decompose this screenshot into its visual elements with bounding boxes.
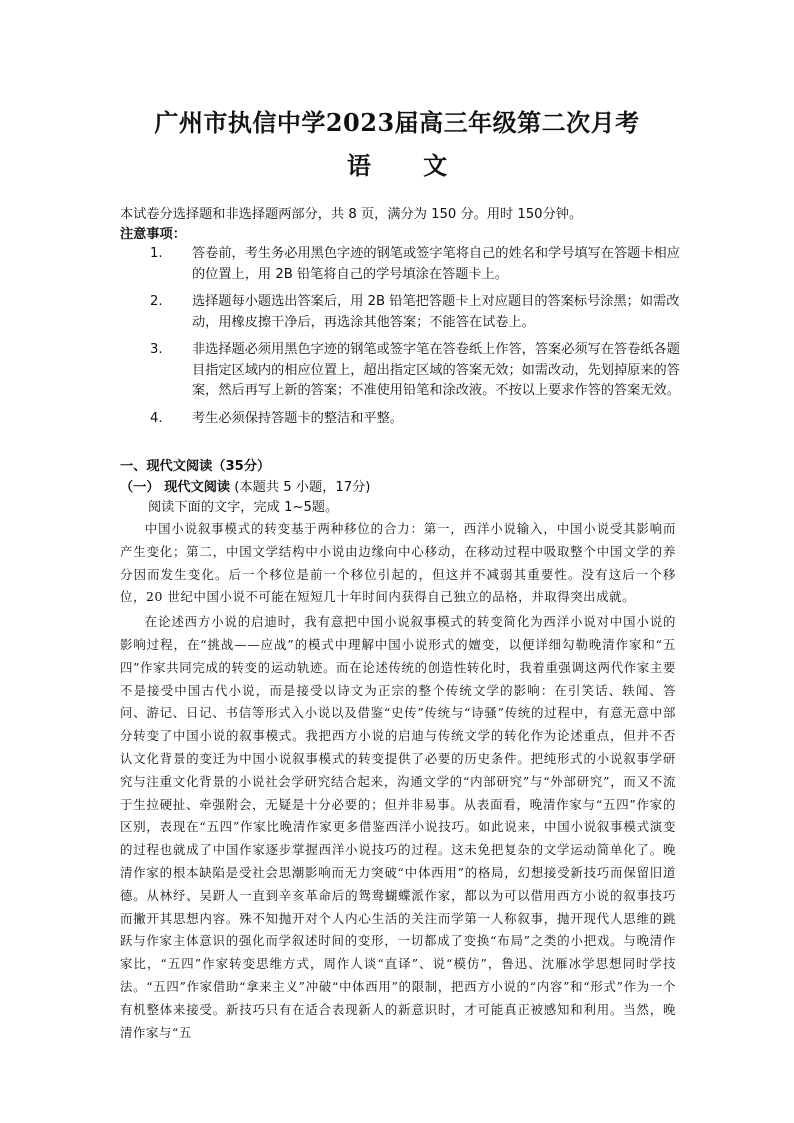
- section-heading: 一、现代文阅读（35分）: [120, 459, 271, 474]
- note-item: [120, 292, 680, 333]
- passage-paragraph: 在论述西方小说的启迪时，我有意把中国小说叙事模式的转变简化为西洋小说对中国小说的影响过程，在“挑战——应战”的模式中理解中国小说形式的嬗变，以便详细勾勒晚清作家和“五四”作家共同完成的转变的运动轨迹。而在论述传统的创造性转化时，我着重强调这两代作家主要不是接受中国古代小说，而是接受以诗文为正宗的整个传统文学的影响：在引笑话、轶闻、答问、游记、日记、书信等形式入小说以及借鉴“史传”传统与“诗骚”传统的过程中，有意无意中部分转变了中国小说的叙事模式。我把西方小说的启迪与传统文学的转化作为论述重点，但并不否认文化背景的变迁为中国小说叙事模式的转变提供了必要的历史条件。把纯形式的小说叙事学研究与注重文化背景的小说社会学研究结合起来，沟通文学的“内部研究”与“外部研究”，而又不流于生拉硬扯、牵强附会，无疑是十分必要的；但并非易事。从表面看，晚清作家与“五四”作家的区别，表现在“五四”作家比晚清作家更多借鉴西洋小说技巧。如此说来，中国小说叙事模式演变的过程也就成了中国作家逐步掌握西洋小说技巧的过程。这未免把复杂的文学运动简单化了。晚清作家的根本缺陷是受社会思潮影响而无力突破“中体西用”的格局，幻想接受新技巧而保留旧道德。从林纾、吴趼人一直到辛亥革命后的鸳鸯蝴蝶派作家，都以为可以借用西方小说的叙事技巧而撇开其思想内容。殊不知抛开对个人内心生活的关注而学第一人称叙事，抛开现代人思维的跳跃与作家主体意识的强化而学叙述时间的变形，一切都成了变换“布局”之类的小把戏。与晚清作家比，“五四”作家转变思维方式，周作人谈“直译”、说“模仿”，鲁迅、沈雁冰学思想同时学技法。“五四”作家借助“拿来主义”冲破“中体西用”的限制，把西方小说的“内容”和“形式”作为一个有机整体来接受。新技巧只有在适合表现新人的新意识时，才可能真正被感知和利用。当然，晚清作家与“五: [120, 614, 676, 1040]
- passage-paragraph: 中国小说叙事模式的转变基于两种移位的合力：第一，西洋小说输入，中国小说受其影响而产生变化；第二，中国文学结构中小说由边缘向中心移动，在移动过程中吸取整个中国文学的养分因而发生变化。后一个移位是前一个移位引起的，但这并不减弱其重要性。没有这后一个移位，20 世纪中国小说不可能在短短几十年时间内获得自己独立的品格，并取得突出成就。: [120, 521, 676, 605]
- subject-title: 语 文: [346, 151, 470, 180]
- sub-section-heading: [120, 478, 370, 498]
- note-text: 答卷前，考生务必用黑色字迹的钢笔或签字笔将自己的姓名和学号填写在答题卡相应的位置上，用 2B 铅笔将自己的学号填涂在答题卡上。: [192, 246, 680, 282]
- notes-list: [120, 244, 680, 436]
- exam-intro: 本试卷分选择题和非选择题两部分，共 8 页，满分为 150 分。用时 150分钟。: [120, 207, 583, 222]
- note-number: 1.: [150, 246, 163, 261]
- note-text: 考生必须保持答题卡的整洁和平整。: [192, 410, 403, 426]
- note-number: 4.: [150, 410, 163, 426]
- reading-instruction: 阅读下面的文字，完成 1~5题。: [148, 500, 339, 515]
- sub-section-title: （一） 现代文阅读: [120, 480, 231, 495]
- note-item: [120, 244, 680, 285]
- note-number: 3.: [150, 342, 163, 357]
- note-text: 选择题每小题选出答案后，用 2B 铅笔把答题卡上对应题目的答案标号涂黑；如需改动，用橡皮擦干净后，再选涂其他答案；不能答在试卷上。: [192, 294, 680, 330]
- sub-section-note: (本题共 5 小题，17分): [234, 480, 371, 495]
- note-text: 非选择题必须用黑色字迹的钢笔或签字笔在答卷纸上作答，答案必须写在答卷纸各题目指定区域内的相应位置上，超出指定区域的答案无效；如需改动，先划掉原来的答案，然后再写上新的答案；不准使用铅笔和涂改液。不按以上要求作答的答案无效。: [192, 342, 680, 398]
- reading-passage: [120, 518, 676, 1046]
- exam-title: 广州市执信中学2023届高三年级第二次月考: [154, 108, 640, 137]
- note-item: [120, 340, 680, 402]
- note-item: [120, 409, 680, 430]
- note-number: 2.: [150, 294, 163, 309]
- notes-heading: 注意事项：: [120, 227, 186, 242]
